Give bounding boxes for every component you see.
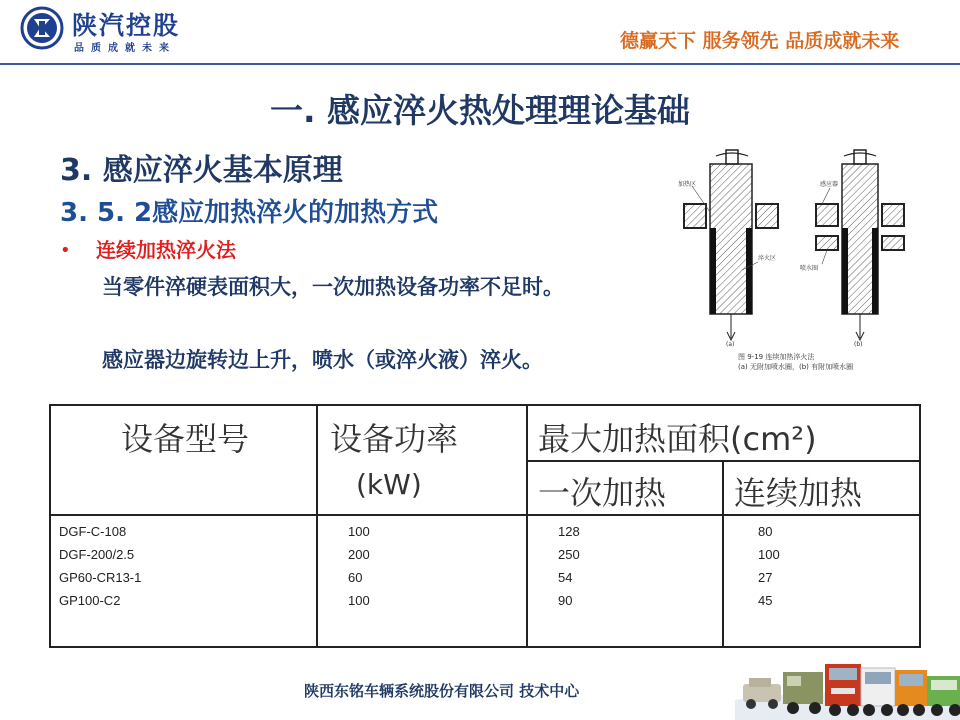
table-cell: DGF-200/2.5	[59, 547, 135, 562]
paragraph-condition: 当零件淬硬表面积大，一次加热设备功率不足时。	[102, 275, 564, 299]
table-cell: 54	[558, 570, 573, 585]
footer-company: 陕西东铭车辆系统股份有限公司 技术中心	[304, 682, 580, 700]
bullet-text: 连续加热淬火法	[96, 238, 236, 262]
truck-lineup-image	[735, 650, 960, 720]
label-spray-ring: 喷水圈	[800, 265, 819, 272]
power-column	[317, 515, 527, 647]
header-max-area: 最大加热面积(cm²)	[538, 420, 817, 458]
slogan: 德赢天下 服务领先 品质成就未来	[620, 30, 900, 52]
subsection-title: 3. 5. 2感应加热淬火的加热方式	[60, 198, 439, 228]
header-power: 设备功率	[330, 420, 459, 458]
paragraph-method: 感应器边旋转边上升，喷水（或淬火液）淬火。	[102, 348, 543, 372]
header-power-unit: (kW)	[356, 468, 422, 501]
quench-diagram	[672, 142, 928, 382]
table-cell: 27	[758, 570, 773, 585]
continuous-column	[723, 515, 920, 647]
table-cell: 60	[348, 570, 363, 585]
table-cell: 128	[558, 524, 580, 539]
table-cell: GP60-CR13-1	[59, 570, 142, 585]
header-divider	[0, 63, 960, 65]
table-cell: 100	[348, 524, 370, 539]
header-single-heating: 一次加热	[538, 474, 667, 512]
header-max-area-cell	[527, 405, 920, 461]
header-continuous-cell	[723, 461, 920, 515]
bullet-icon: •	[60, 240, 71, 261]
table-cell: 80	[758, 524, 773, 539]
table-cell: 200	[348, 547, 370, 562]
table-cell: 100	[348, 593, 370, 608]
diagram-a	[684, 150, 778, 340]
label-a: (a)	[726, 341, 735, 348]
logo-name: 陕汽控股	[72, 11, 181, 40]
single-column	[527, 515, 723, 647]
label-inductor: 感应器	[820, 181, 839, 188]
figure-caption	[738, 352, 853, 372]
figure-caption-line2: (a) 无附加喷水圈，(b) 有附加喷水圈	[738, 363, 854, 371]
logo-tagline: 品质成就未来	[74, 43, 176, 54]
label-b: (b)	[854, 341, 863, 348]
table-cell: 90	[558, 593, 573, 608]
header-model: 设备型号	[121, 420, 250, 458]
table-cell: 250	[558, 547, 580, 562]
table-cell: 100	[758, 547, 780, 562]
company-logo-icon	[20, 6, 64, 50]
header-single-cell	[527, 461, 723, 515]
equipment-table	[49, 404, 921, 648]
table-cell: DGF-C-108	[59, 524, 127, 539]
figure-caption-line1: 图 9-19 连续加热淬火法	[738, 353, 815, 361]
header-power-cell	[317, 405, 527, 515]
header-continuous-heating: 连续加热	[734, 474, 863, 512]
diagram-b	[816, 150, 904, 340]
label-quench-zone: 淬火区	[758, 255, 777, 262]
label-heating-zone: 加热区	[678, 181, 697, 188]
page-title: 一. 感应淬火热处理理论基础	[269, 91, 691, 130]
model-column	[50, 515, 317, 647]
header-model-cell	[50, 405, 317, 515]
table-cell: 45	[758, 593, 773, 608]
table-cell: GP100-C2	[59, 593, 121, 608]
section-title: 3. 感应淬火基本原理	[60, 153, 343, 188]
